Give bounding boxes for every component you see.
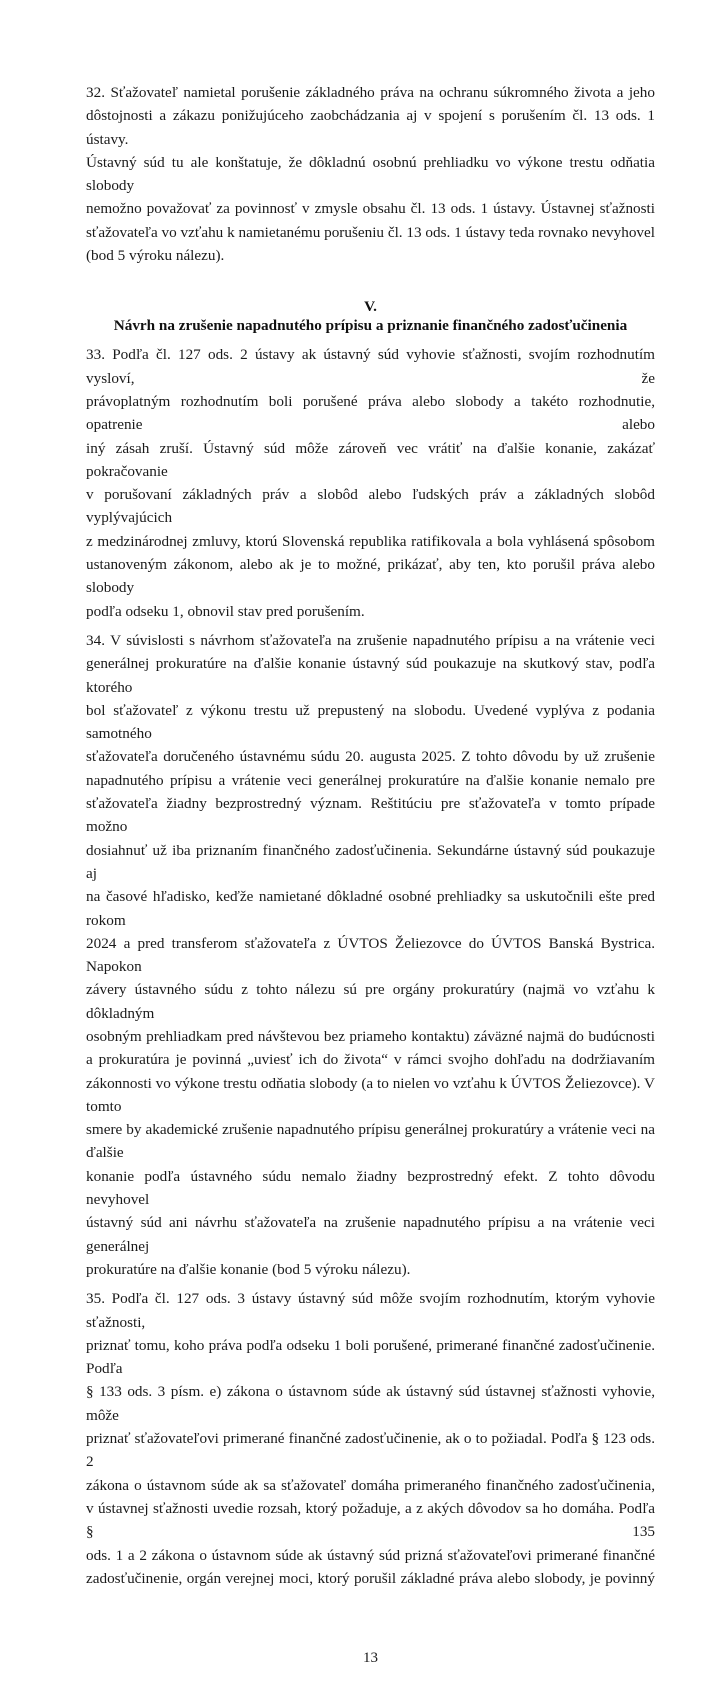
paragraph-33 — [86, 343, 655, 623]
page-number: 13 — [363, 1650, 378, 1667]
text-line: Ústavný súd tu ale konštatuje, že dôkladnú osobnú prehliadku vo výkone trestu odňatia slobody — [86, 153, 655, 195]
paragraph-35 — [86, 1287, 655, 1590]
section-numeral: V. — [364, 298, 377, 316]
text-line: priznať tomu, koho práva podľa odseku 1 boli porušené, primerané finančné zadosťučinenie. Podľa — [86, 1336, 655, 1378]
text-line: v ústavnej sťažnosti uvedie rozsah, ktorý požaduje, a z akých dôvodov sa ho domáha. Podľa § 135 — [86, 1499, 655, 1541]
text-line: nemožno považovať za povinnosť v zmysle obsahu čl. 13 ods. 1 ústavy. Ústavnej sťažnosti — [86, 200, 655, 218]
text-line: dôstojnosti a zákazu ponižujúceho zaobchádzania aj v spojení s porušením čl. 13 ods. 1 ústavy. — [86, 107, 655, 148]
text-line: na časové hľadisko, keďže namietané dôkladné osobné prehliadky sa uskutočnili ešte pred rokom — [86, 888, 655, 929]
text-line: priznať sťažovateľovi primerané finančné zadosťučinenie, ak o to požiadal. Podľa § 123 ods. 2 — [86, 1430, 655, 1471]
paragraph-32 — [86, 81, 655, 267]
text-line: napadnutého prípisu a vrátenie veci generálnej prokuratúre na ďalšie konanie nemalo pre — [86, 771, 655, 789]
text-line: právoplatným rozhodnutím boli porušené práva alebo slobody a takéto rozhodnutie, opatrenie alebo — [86, 392, 655, 434]
text-line: generálnej prokuratúre na ďalšie konanie ústavný súd poukazuje na skutkový stav, podľa ktorého — [86, 655, 655, 696]
text-line: ustanoveným zákonom, alebo ak je to možné, prikázať, aby ten, kto porušil práva alebo slobody — [86, 556, 655, 597]
paragraph-34 — [86, 629, 655, 1281]
text-line: 34. V súvislosti s návrhom sťažovateľa na zrušenie napadnutého prípisu a na vrátenie veci — [86, 631, 655, 649]
text-line: § 133 ods. 3 písm. e) zákona o ústavnom súde ak ústavný súd ústavnej sťažnosti vyhovie, môže — [86, 1383, 655, 1424]
text-line: prokuratúre na ďalšie konanie (bod 5 výroku nálezu). — [86, 1260, 411, 1278]
text-line: ústavný súd ani návrhu sťažovateľa na zrušenie napadnutého prípisu a na vrátenie veci generálnej — [86, 1214, 655, 1255]
text-line: z medzinárodnej zmluvy, ktorú Slovenská republika ratifikovala a bola vyhlásená spôsobom — [86, 532, 655, 550]
text-line: v porušovaní základných práv a slobôd alebo ľudských práv a základných slobôd vyplývajúcich — [86, 486, 655, 527]
text-line: 2024 a pred transferom sťažovateľa z ÚVTOS Želiezovce do ÚVTOS Banská Bystrica. Napokon — [86, 934, 655, 976]
text-line: osobným prehliadkam pred návštevou bez priameho kontaktu) záväzné najmä do budúcnosti — [86, 1027, 655, 1045]
text-line: zákonnosti vo výkone trestu odňatia slobody (a to nielen vo vzťahu k ÚVTOS Želiezovce). V tomto — [86, 1074, 655, 1115]
section-title: Návrh na zrušenie napadnutého prípisu a priznanie finančného zadosťučinenia — [113, 317, 628, 335]
text-line: zákona o ústavnom súde ak sa sťažovateľ domáha primeraného finančného zadosťučinenia, — [86, 1476, 655, 1494]
text-line: sťažovateľa doručeného ústavnému súdu 20. augusta 2025. Z tohto dôvodu by už zrušenie — [86, 748, 655, 766]
text-line: smere by akademické zrušenie napadnutého prípisu generálnej prokuratúry a vrátenie veci na ďalšie — [86, 1121, 655, 1162]
text-line: 35. Podľa čl. 127 ods. 3 ústavy ústavný súd môže svojím rozhodnutím, ktorým vyhovie sťažnosti, — [86, 1290, 655, 1331]
text-line: iný zásah zruší. Ústavný súd môže zároveň vec vrátiť na ďalšie konanie, zakázať pokračovanie — [86, 439, 655, 480]
text-line: 32. Sťažovateľ namietal porušenie základného práva na ochranu súkromného života a jeho — [86, 84, 655, 101]
text-line: zadosťučinenie, orgán verejnej moci, ktorý porušil základné práva alebo slobody, je povinný — [86, 1569, 655, 1587]
text-line: konanie podľa ústavného súdu nemalo žiadny bezprostredný efekt. Z tohto dôvodu nevyhovel — [86, 1167, 655, 1209]
text-line: sťažovateľa žiadny bezprostredný význam. Reštitúciu pre sťažovateľa v tomto prípade možno — [86, 795, 655, 836]
text-line: (bod 5 výroku nálezu). — [86, 247, 225, 265]
text-line: a prokuratúra je povinná „uviesť ich do života“ v rámci svojho dohľadu na dodržiavaním — [86, 1051, 655, 1069]
text-line: ods. 1 a 2 zákona o ústavnom súde ak ústavný súd prizná sťažovateľovi primerané finančné — [86, 1546, 655, 1564]
text-line: dosiahnuť už iba priznaním finančného zadosťučinenia. Sekundárne ústavný súd poukazuje aj — [86, 841, 655, 882]
text-line: bol sťažovateľ z výkonu trestu už prepustený na slobodu. Uvedené vyplýva z podania samotného — [86, 701, 655, 743]
text-line: 33. Podľa čl. 127 ods. 2 ústavy ak ústavný súd vyhovie sťažnosti, svojím rozhodnutím vysloví, že — [86, 346, 655, 387]
text-line: sťažovateľa vo vzťahu k namietanému porušeniu čl. 13 ods. 1 ústavy teda rovnako nevyhovel — [86, 223, 655, 241]
text-line: závery ústavného súdu z tohto nálezu sú pre orgány prokuratúry (najmä vo vzťahu k dôkladným — [86, 981, 655, 1022]
text-line: podľa odseku 1, obnovil stav pred porušením. — [86, 602, 365, 620]
